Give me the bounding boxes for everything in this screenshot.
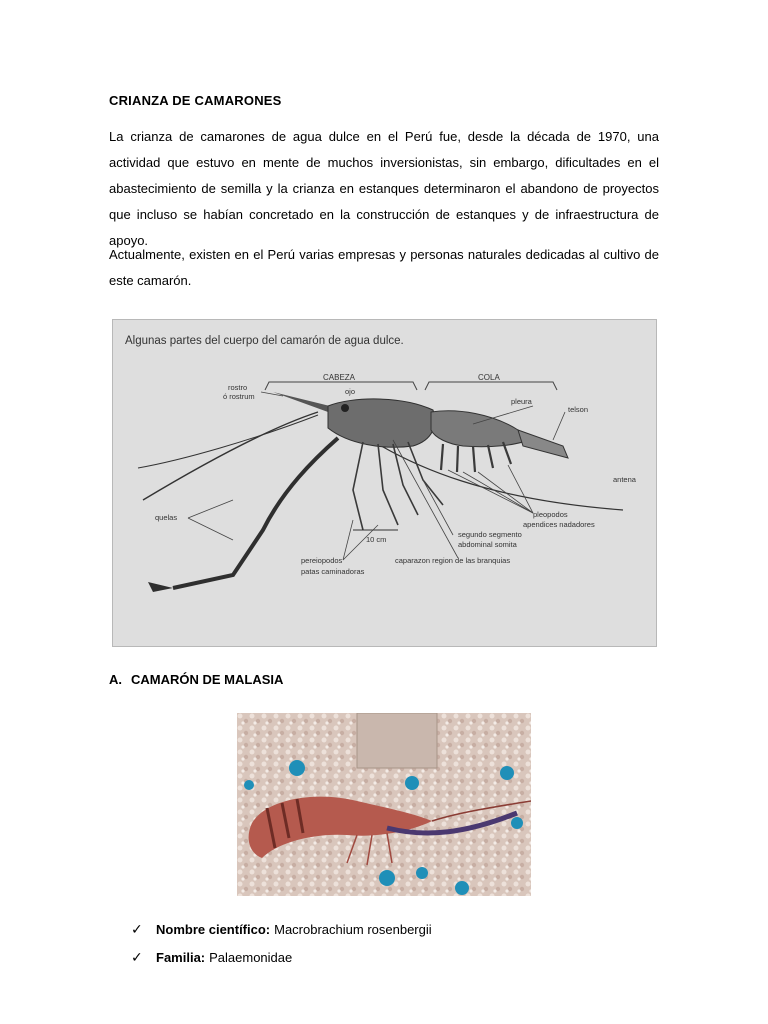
fact-family	[131, 944, 432, 972]
label-abdominal: abdominal somita	[458, 540, 517, 549]
label-patas: patas caminadoras	[301, 567, 365, 576]
label-cabeza: CABEZA	[323, 373, 356, 382]
label-quelas: quelas	[155, 513, 178, 522]
label-pleopodos: pleopodos	[533, 510, 568, 519]
filter-object	[357, 713, 437, 768]
species-facts-list	[131, 916, 432, 972]
label-antena: antena	[613, 475, 636, 484]
label-apendices: apendices nadadores	[523, 520, 595, 529]
section-heading	[109, 672, 283, 687]
label-segundo: segundo segmento	[458, 530, 522, 539]
label-pleura: pleura	[511, 397, 532, 406]
photo-canvas	[237, 713, 531, 896]
page-heading: CRIANZA DE CAMARONES	[109, 93, 282, 108]
label-ojo: ojo	[345, 387, 356, 396]
label-rostrum: ó rostrum	[223, 392, 255, 401]
section-title: CAMARÓN DE MALASIA	[131, 672, 284, 687]
label-escala: 10 cm	[366, 535, 387, 544]
malaysian-prawn-photo	[237, 713, 531, 896]
label-rostro: rostro	[228, 383, 248, 392]
diagram-title: Algunas partes del cuerpo del camarón de agua dulce.	[125, 335, 404, 347]
fact-label: Nombre científico:	[156, 922, 271, 937]
diagram-canvas	[113, 320, 656, 646]
fact-scientific-name	[131, 916, 432, 944]
label-telson: telson	[568, 405, 589, 414]
label-caparazon: caparazon region de las branquias	[395, 556, 511, 565]
fact-value: Macrobrachium rosenbergii	[274, 922, 432, 937]
shrimp-anatomy-diagram	[112, 319, 657, 647]
current-status-paragraph: Actualmente, existen en el Perú varias empresas y personas naturales dedicadas al cultivo de este camarón.	[109, 247, 659, 288]
fact-value: Palaemonidae	[209, 950, 293, 965]
section-letter: A.	[109, 672, 122, 687]
check-icon: ✓	[131, 950, 143, 966]
label-cola: COLA	[478, 373, 500, 382]
intro-paragraph: La crianza de camarones de agua dulce en el Perú fue, desde la década de 1970, una actividad que estuvo en mente de muchos inversionistas, sin embargo, dificultades en el abastecimiento de semilla y la crianza en estanques determinaron el abandono de proyectos que incluso se habían concretado en la construcción de estanques y de infraestructura de apoyo.	[109, 129, 659, 248]
eye-shape	[341, 404, 349, 412]
fact-label: Familia:	[156, 950, 206, 965]
check-icon: ✓	[131, 922, 143, 938]
label-pereiopodos: pereiopodos	[301, 556, 343, 565]
